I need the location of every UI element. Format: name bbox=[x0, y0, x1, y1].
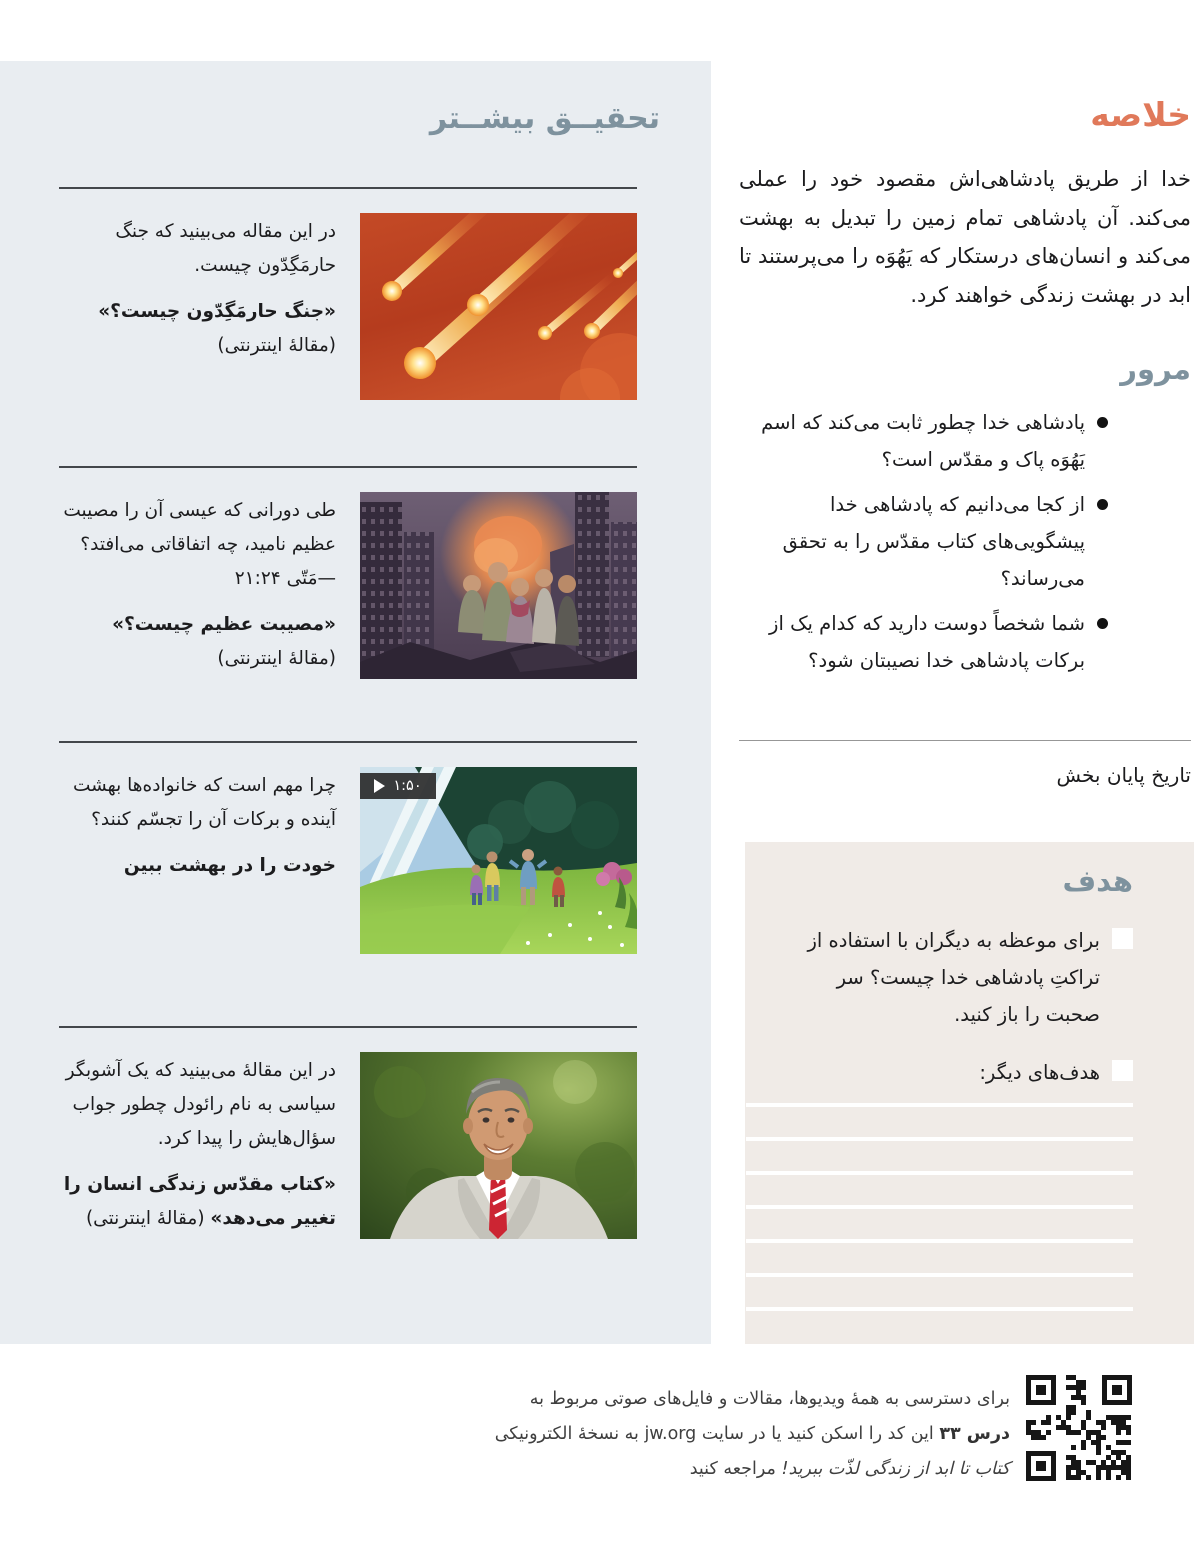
video-duration-badge bbox=[360, 773, 436, 799]
review-bullet: از کجا می‌دانیم که پادشاهی خدا پیشگویی‌های کتاب مقدّس را به تحقق می‌رساند؟ bbox=[737, 486, 1085, 597]
portrait-illustration bbox=[360, 1052, 637, 1239]
play-icon bbox=[374, 779, 385, 793]
divider bbox=[59, 187, 637, 189]
goal-heading: هدف bbox=[1062, 864, 1133, 898]
writing-line bbox=[746, 1239, 1133, 1243]
meteors-illustration bbox=[360, 213, 637, 400]
review-heading: مرور bbox=[1120, 352, 1191, 386]
completion-date-label: تاریخ پایان بخش bbox=[1056, 763, 1191, 787]
divider bbox=[59, 741, 637, 743]
research-item-life-story bbox=[59, 1026, 637, 1239]
research-item-armageddon bbox=[59, 187, 637, 400]
goal-item-2: هدف‌های دیگر: bbox=[979, 1061, 1100, 1084]
research-item-tribulation bbox=[59, 466, 637, 679]
article-link[interactable]: «مصیبت عظیم چیست؟» (مقالهٔ اینترنتی) bbox=[112, 614, 336, 669]
qr-code[interactable] bbox=[1022, 1371, 1136, 1485]
review-list bbox=[737, 404, 1085, 687]
tribulation-family-image[interactable] bbox=[360, 492, 637, 679]
goal-checkbox-1[interactable] bbox=[1112, 928, 1133, 949]
summary-heading: خلاصه bbox=[1090, 95, 1191, 134]
book-title: کتاب تا ابد از زندگی لذّت ببرید! bbox=[781, 1459, 1010, 1479]
video-duration: ۱:۵۰ bbox=[393, 778, 422, 794]
goal-checkbox-2[interactable] bbox=[1112, 1060, 1133, 1081]
article-link[interactable]: «کتاب مقدّس زندگی انسان را تغییر می‌دهد» (مقالهٔ اینترنتی) bbox=[63, 1174, 336, 1229]
review-bullet: شما شخصاً دوست دارید که کدام یک از برکات پادشاهی خدا نصیبتان شود؟ bbox=[737, 605, 1085, 679]
writing-line bbox=[746, 1137, 1133, 1141]
writing-line bbox=[746, 1103, 1133, 1107]
qr-finder-topright bbox=[1102, 1375, 1132, 1405]
research-item-paradise-video bbox=[59, 741, 637, 954]
writing-line bbox=[746, 1273, 1133, 1277]
item-text bbox=[59, 492, 336, 679]
divider bbox=[59, 1026, 637, 1028]
lesson-number: درس ۳۳ bbox=[939, 1424, 1010, 1444]
goal-box bbox=[745, 842, 1194, 1344]
video-link[interactable]: خودت را در بهشت ببین bbox=[123, 855, 336, 876]
tribulation-illustration bbox=[360, 492, 637, 679]
summary-text: خدا از طریق پادشاهی‌اش مقصود خود را عملی می‌کند. آن پادشاهی تمام زمین را تبدیل به بهشت می‌کند و انسان‌های درستکار که یَهُوَه را می‌پرستند تا ابد در بهشت زندگی خواهند کرد. bbox=[739, 167, 1191, 307]
item-text bbox=[59, 767, 336, 954]
footer-access-note: برای دسترسی به همهٔ ویدیوها، مقالات و فایل‌های صوتی مربوط به درس ۳۳ این کد را اسکن کنید یا در سایت jw.org به نسخهٔ الکترونیکی کتاب تا ابد از زندگی لذّت ببرید! مراجعه کنید bbox=[494, 1389, 1010, 1479]
review-bullet: پادشاهی خدا چطور ثابت می‌کند که اسم یَهُوَه پاک و مقدّس است؟ bbox=[737, 404, 1085, 478]
item-description: چرا مهم است که خانواده‌ها بهشت آینده و برکات آن را تجسّم کنند؟ bbox=[72, 775, 336, 830]
item-text bbox=[59, 1052, 336, 1239]
item-description: طی دورانی که عیسی آن را مصیبت عظیم نامید، چه اتفاقاتی می‌افتد؟ —مَتّی ۲۱:۲۴ bbox=[63, 500, 336, 589]
qr-finder-topleft bbox=[1026, 1375, 1056, 1405]
qr-finder-bottomleft bbox=[1026, 1451, 1056, 1481]
item-text bbox=[59, 213, 336, 400]
article-link[interactable]: «جنگ حارمَگِدّون چیست؟» (مقالهٔ اینترنتی) bbox=[98, 301, 336, 356]
paradise-video-thumbnail[interactable] bbox=[360, 767, 637, 954]
writing-line bbox=[746, 1205, 1133, 1209]
writing-line bbox=[746, 1307, 1133, 1311]
item-description: در این مقالهٔ می‌بینید که یک آشوبگر سیاسی به نام رائودل چطور جواب سؤال‌هایش را پیدا کرد. bbox=[65, 1060, 336, 1149]
section-divider bbox=[739, 740, 1191, 741]
item-description: در این مقاله می‌بینید که جنگ حارمَگِدّون چیست. bbox=[115, 221, 336, 276]
divider bbox=[59, 466, 637, 468]
goal-item-1: برای موعظه به دیگران با استفاده از تراکتِ پادشاهی خدا چیست؟ سر صحبت را باز کنید. bbox=[807, 929, 1100, 1026]
raudel-portrait-image[interactable] bbox=[360, 1052, 637, 1239]
research-panel bbox=[0, 61, 711, 1344]
research-heading: تحقیــق بیشــتر bbox=[429, 101, 660, 136]
armageddon-meteors-image[interactable] bbox=[360, 213, 637, 400]
writing-line bbox=[746, 1171, 1133, 1175]
